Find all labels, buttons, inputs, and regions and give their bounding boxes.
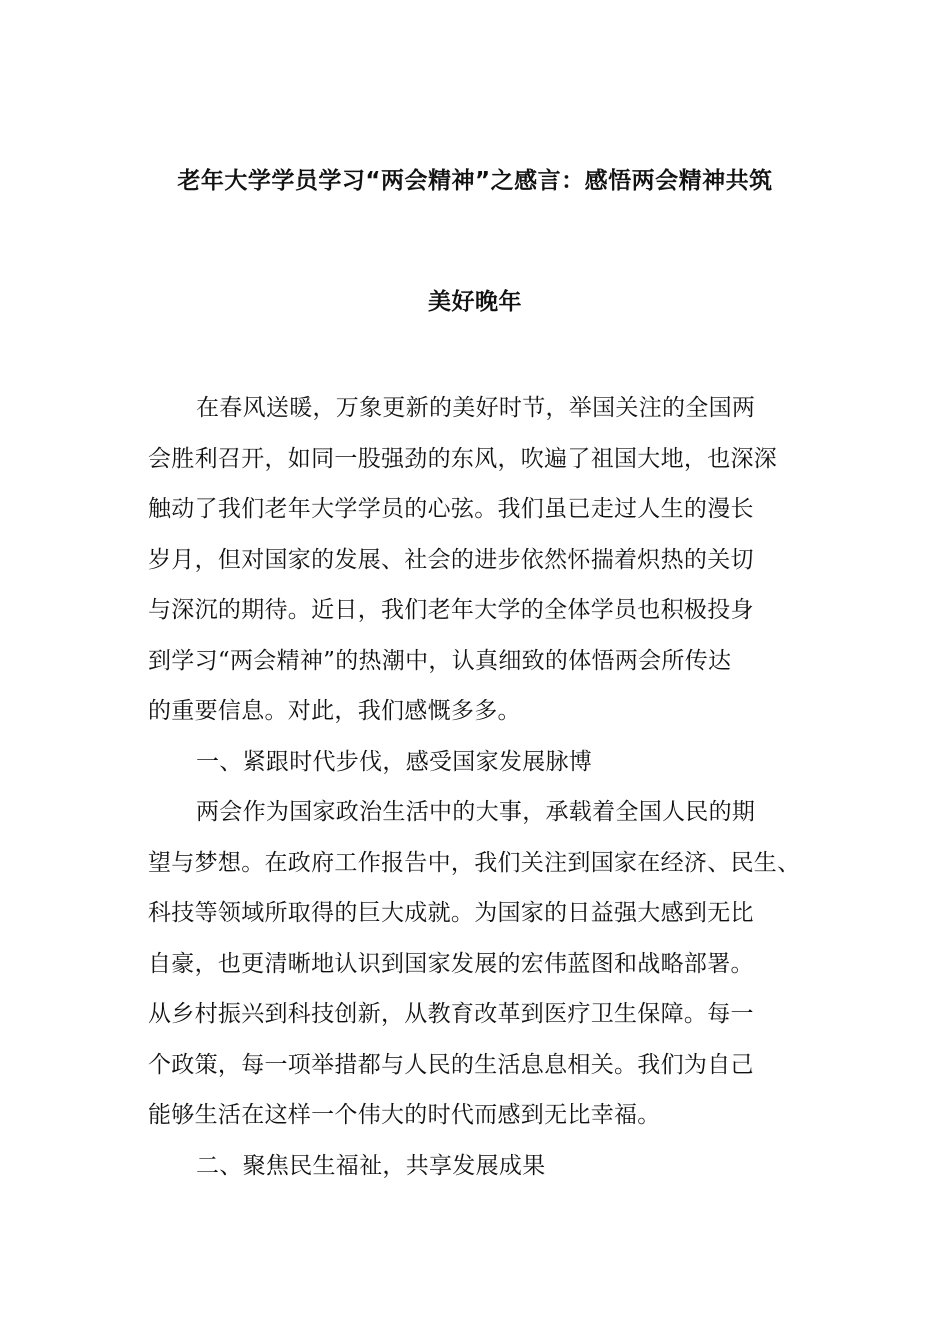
paragraph-1-line: 到学习“两会精神”的热潮中，认真细致的体悟两会所传达 (148, 647, 732, 674)
paragraph-1-line: 在春风送暖，万象更新的美好时节，举国关注的全国两 (196, 395, 756, 421)
paragraph-2-line: 两会作为国家政治生活中的大事，承载着全国人民的期 (196, 799, 756, 825)
paragraph-2-line: 能够生活在这样一个伟大的时代而感到无比幸福。 (148, 1102, 661, 1128)
paragraph-2-line: 从乡村振兴到科技创新，从教育改革到医疗卫生保障。每一 (148, 1001, 754, 1027)
paragraph-1-line: 岁月，但对国家的发展、社会的进步依然怀揣着炽热的关切 (148, 546, 754, 573)
document-title-line-1: 老年大学学员学习“两会精神”之感言：感悟两会精神共筑 (177, 168, 773, 194)
paragraph-1-line: 的重要信息。对此，我们感慨多多。 (148, 698, 521, 724)
paragraph-2-line: 科技等领域所取得的巨大成就。为国家的日益强大感到无比 (148, 900, 754, 926)
paragraph-1-line: 会胜利召开，如同一股强劲的东风，吹遍了祖国大地，也深深 (148, 445, 778, 472)
section-heading-2: 二、聚焦民生福祉，共享发展成果 (196, 1152, 546, 1179)
paragraph-2-line: 个政策，每一项举措都与人民的生活息息相关。我们为自己 (148, 1051, 754, 1078)
document-title-line-2: 美好晚年 (428, 289, 522, 315)
paragraph-2-line: 望与梦想。在政府工作报告中，我们关注到国家在经济、民生、 (148, 849, 801, 876)
section-heading-1: 一、紧跟时代步伐，感受国家发展脉博 (196, 748, 593, 775)
document-body (148, 383, 808, 1191)
paragraph-1-line: 触动了我们老年大学学员的心弦。我们虽已走过人生的漫长 (148, 496, 754, 522)
paragraph-2-line: 自豪，也更清晰地认识到国家发展的宏伟蓝图和战略部署。 (148, 950, 754, 977)
paragraph-1-line: 与深沉的期待。近日，我们老年大学的全体学员也积极投身 (148, 597, 754, 623)
